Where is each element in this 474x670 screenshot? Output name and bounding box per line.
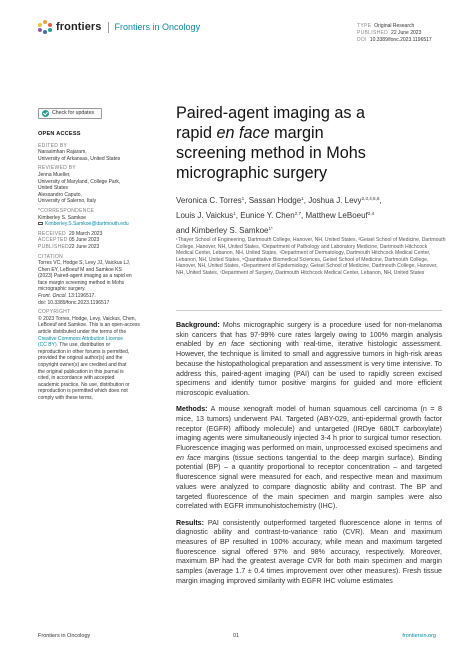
title-part: rapid	[176, 124, 217, 142]
received-row	[38, 231, 156, 238]
page-number: 01	[233, 633, 240, 639]
editor-line: Narasimhan Rajaram,	[38, 149, 87, 156]
doi-label: DOI	[357, 37, 367, 43]
background-italic: en face	[218, 340, 245, 349]
accepted-row	[38, 237, 156, 244]
copyright-label: COPYRIGHT	[38, 309, 71, 316]
abstract-divider	[176, 310, 442, 311]
license-line: provided the original author(s) and the	[38, 355, 123, 362]
author-affil: 1	[233, 211, 236, 217]
check-for-updates-button[interactable]	[38, 108, 102, 119]
author-affil: 1	[241, 196, 245, 201]
license-line: copyright owner(s) are credited and that	[38, 362, 127, 368]
author-list: Veronica C. Torres$^1$, Sassan Hodge$^1$, Joshua J. Levy$^{2,3,4,5,6}$, Louis J. Vaickus$^1$, Eunice Y. Chen$^{2,7}$, Matthew LeBoeuf$^{2,4}$ and Kimberley S. Samkoe$^{1*}$	[176, 196, 382, 236]
methods-text: margins (tissue sections tangential to the deep margin surface). Binding potential (BP) – a quantity proportional to receptor concentration – and targeted fluorescence signal were measured for each, and respective mean and maximum values were analyzed to compare diagnostic ability and contrast. The BP and targeted fluorescence of the main specimen and margin samples were also correlated with EGFR immunohistochemistry (IHC).	[176, 453, 442, 511]
author-name[interactable]: Veronica C. Torres	[176, 196, 242, 205]
background-text: sectioning with real-time, iterative histologic assessment. However, the technique is limited to small and aggressive tumors in high-risk areas because the histopathological preparation and assessment is very time intensive. To address this, paired-agent imaging (PAI) can be used to rapidly screen excised specimens and identify tumor positive margins for guided and more efficient microscopic evaluation.	[176, 340, 443, 397]
check-for-updates-label: Check for updates	[52, 110, 95, 117]
citation-line: Chen EY, LeBoeuf M and Samkoe KS	[38, 266, 122, 273]
author-name[interactable]: Kimberley S. Samkoe	[191, 226, 269, 236]
article-meta	[357, 23, 432, 44]
accepted-date: 05 June 2023	[69, 237, 100, 244]
published-label: PUBLISHED	[357, 30, 389, 36]
accepted-label: ACCEPTED	[38, 237, 68, 244]
citation-source	[38, 293, 156, 300]
methods-heading: Methods:	[176, 405, 208, 414]
title-line: Paired-agent imaging as a	[176, 104, 365, 122]
doi-row	[357, 37, 432, 44]
abstract	[176, 321, 442, 593]
published-row	[357, 30, 432, 37]
author-name[interactable]: Louis J. Vaickus	[176, 211, 234, 221]
author-affil: 2,3,4,5,6	[361, 196, 380, 201]
title-italic: en face	[216, 124, 270, 142]
license-link[interactable]: Creative Commons Attribution License	[38, 335, 124, 342]
copyright-line: LeBoeuf and Samkoe. This is an open-access	[38, 322, 140, 329]
citation-journal: Front. Oncol.	[38, 293, 67, 300]
methods-italic: en face	[176, 453, 201, 462]
article-title	[176, 103, 441, 183]
license-line: the original publication in this journal is	[38, 368, 124, 375]
abstract-results	[176, 519, 442, 587]
results-text: PAI consistently outperformed targeted fluorescence alone in terms of diagnostic ability and contrast-to-variance ratio (CVR). Mean and maximum measures of BP resulted in 100% accuracy, while mean and maximum targeted fluorescence signal offered 97% and 98% accuracy, respectively. Moreover, maximum BP had the greatest average CVR for both main specimen and margin samples (average 1.7 ± 0.4 times improvement over other measures). Fresh tissue margin imaging improved similarity with EGFR IHC volume estimates	[176, 518, 442, 585]
frontiers-logo-icon	[38, 20, 52, 34]
brand-name: frontiers	[56, 21, 102, 33]
author-affil: 2,4	[367, 211, 375, 217]
correspondence-label: *CORRESPONDENCE	[38, 207, 95, 214]
citation-line: face margin screening method in Mohs	[38, 279, 125, 286]
license-line: academic practice. No use, distribution or	[38, 381, 130, 388]
published-row	[38, 244, 156, 251]
author-name[interactable]: Matthew LeBoeuf	[305, 211, 368, 221]
reviewer-line: Jenna Mueller,	[38, 171, 71, 178]
author-affil: 1	[301, 196, 304, 201]
methods-text: A mouse xenograft model of human squamous cell carcinoma (n = 8 mice, 13 tumors) underwent PAI. Targeted (ABY-029, anti-epidermal growth factor receptor (EGFR) affibody molecule) and untargeted (IRDye 680LT carboxylate) imaging agents were simultaneously injected 3-4 h prior to surgical tumor resection. Fluorescence imaging was performed on main, unprocessed excised specimens and	[176, 405, 442, 453]
published-date: 22 June 2023	[69, 243, 100, 250]
abstract-methods	[176, 405, 442, 512]
footer-journal: Frontiers in Oncology	[38, 633, 91, 639]
license-abbrev-link[interactable]: (CC BY).	[38, 342, 58, 349]
citation-volume: 13:1196517.	[66, 293, 96, 300]
author-name[interactable]: Joshua J. Levy	[308, 196, 362, 205]
license-line: The use, distribution or	[58, 342, 111, 349]
article-type-row	[357, 23, 432, 30]
article-sidebar	[38, 108, 156, 402]
citation-line: (2023) Paired-agent imaging as a rapid en	[38, 273, 132, 280]
license-row	[38, 342, 156, 349]
title-line: screening method in Mohs	[176, 144, 366, 162]
journal-name[interactable]: Frontiers in Oncology	[114, 22, 201, 32]
header-divider	[108, 22, 109, 33]
results-heading: Results:	[176, 518, 204, 527]
background-text: Mohs micrographic surgery is a procedure used for non-melanoma skin cancers that has 97-99% cure rates largely owing to 100% margin analysis enabled by	[176, 321, 442, 349]
reviewer-line: Alessandro Caputo,	[38, 191, 82, 198]
editor-line: University of Arkansas, United States	[38, 155, 121, 162]
license-line: comply with these terms.	[38, 394, 94, 401]
copyright-line: © 2023 Torres, Hodge, Levy, Vaickus, Chen,	[38, 315, 136, 322]
frontiers-logo[interactable]	[38, 20, 200, 34]
citation-label: CITATION	[38, 253, 63, 260]
article-type: Original Research	[374, 23, 415, 29]
envelope-icon	[38, 222, 43, 226]
published-label: PUBLISHED	[38, 243, 70, 250]
author-affil: 2,7	[294, 211, 302, 217]
license-line: reproduction in other forums is permitted,	[38, 348, 130, 355]
title-part: margin	[269, 124, 324, 142]
edited-by-label: EDITED BY	[38, 142, 68, 149]
correspondence-email-row	[38, 221, 156, 228]
license-line: reproduction is permitted which does not	[38, 388, 128, 395]
affiliations: ¹Thayer School of Engineering, Dartmouth College, Hanover, NH, United States, ²Geisel School of Medicine, Dartmouth College, Hanover, NH, United States, ³Department of Pathology and Laboratory Medicine, Dartmouth Hitchcock Medical Center, Lebanon, NH, United States, ⁴Department of Dermatology, Dartmouth Hitchcock Medical Center, Lebanon, NH, United States, ⁵Quantitative Biomedical Sciences, Geisel School of Medicine, Dartmouth College, Hanover, NH, United States, ⁶Department of Epidemiology, Geisel School of Medicine, Dartmouth College, Hanover, NH, United States, ⁷Department of Surgery, Dartmouth Hitchcock Medical Center, Lebanon, NH, United States	[176, 237, 446, 276]
citation-line: Torres VC, Hodge S, Levy JJ, Vaickus LJ,	[38, 260, 131, 267]
author-affil: 1*	[268, 226, 273, 232]
received-date: 29 March 2023	[69, 230, 103, 237]
background-heading: Background:	[176, 321, 220, 329]
citation-line: micrographic surgery.	[38, 286, 86, 293]
title-line: micrographic surgery	[176, 164, 328, 182]
reviewer-line: United States	[38, 185, 69, 192]
reviewed-by-label: REVIEWED BY	[38, 165, 77, 172]
author-name[interactable]: Sassan Hodge	[248, 196, 302, 205]
checkmark-icon	[42, 110, 49, 117]
footer-site-link[interactable]: frontiersin.org	[402, 633, 436, 639]
correspondence-email[interactable]: Kimberley.S.Samkoe@dartmouth.edu	[45, 221, 129, 228]
license-line: cited, in accordance with accepted	[38, 375, 115, 382]
article-type-label: TYPE	[357, 23, 372, 29]
received-label: RECEIVED	[38, 230, 66, 237]
correspondence-name: Kimberley S. Samkoe	[38, 214, 87, 221]
published-date: 22 June 2023	[391, 30, 422, 36]
reviewer-line: University of Maryland, College Park,	[38, 178, 121, 185]
author-name[interactable]: Eunice Y. Chen	[240, 211, 295, 221]
citation-doi[interactable]: doi: 10.3389/fonc.2023.1196517	[38, 299, 110, 306]
open-access-label: OPEN ACCESS	[38, 131, 81, 137]
copyright-line: article distributed under the terms of the	[38, 329, 127, 336]
doi-value[interactable]: 10.3389/fonc.2023.1196517	[369, 37, 432, 43]
reviewer-line: University of Salerno, Italy	[38, 198, 97, 205]
page-header	[0, 0, 474, 42]
abstract-background	[176, 321, 442, 399]
